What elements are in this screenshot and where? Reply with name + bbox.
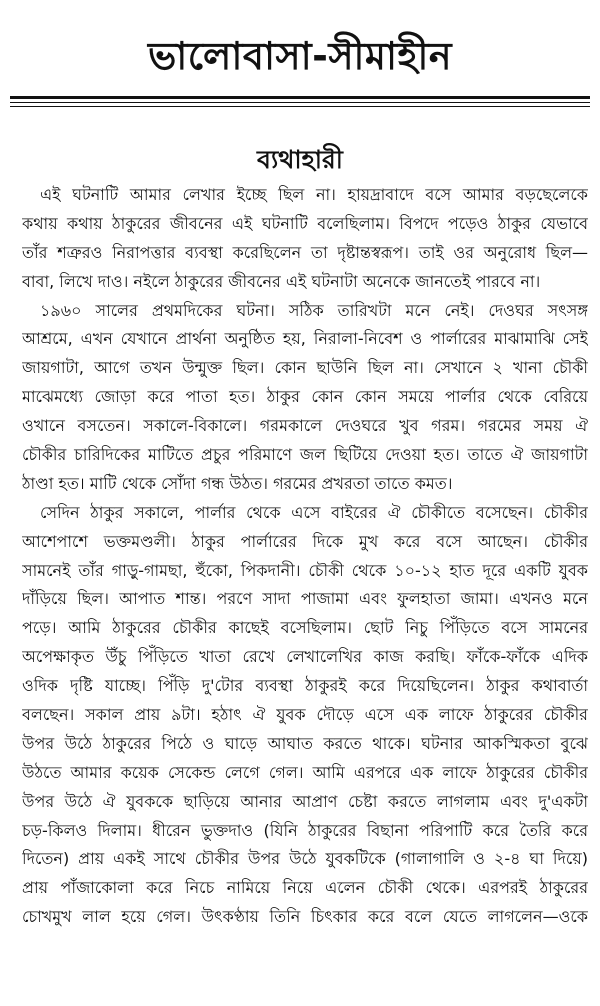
text-line: আশেপাশে ভক্তমণ্ডলী। ঠাকুর পার্লারের দিকে মুখ করে বসে আছেন। চৌকীর [22, 531, 588, 551]
text-line: ওদিক দৃষ্টি যাচ্ছে। পিঁড়ি দু'টোর ব্যবস্থা ঠাকুরই করে দিয়েছিলেন। ঠাকুর কথাবার্তা [22, 676, 588, 696]
text-line: দিতেন) প্রায় একই সাথে চৌকীর উপর উঠে যুবকটিকে (গালাগালি ও ২-৪ ঘা দিয়ে) [22, 849, 588, 869]
text-line: মাঝেমধ্যে জোড়া করে পাতা হত। ঠাকুর কোন কোন সময়ে পার্লার থেকে বেরিয়ে [22, 387, 588, 407]
text-line: ঠাণ্ডা হত। মাটি থেকে সোঁদা গন্ধ উঠত। গরমের প্রখরতা তাতে কমত। [22, 473, 453, 493]
body-text [22, 181, 588, 932]
text-line: পড়ে। আমি ঠাকুরের চৌকীর কাছেই বসেছিলাম। ছোট নিচু পিঁড়িতে বসে সামনের [22, 618, 588, 638]
text-line: উপর উঠে ঐ যুবককে ছাড়িয়ে আনার আপ্রাণ চেষ্টা করতে লাগলাম এবং দু'একটা [22, 791, 588, 811]
text-line: চোখমুখ লাল হয়ে গেল। উৎকণ্ঠায় তিনি চিৎকার করে বলে যেতে লাগলেন—ওকে [22, 907, 588, 927]
text-line: সামনেই তাঁর গাড়ু-গামছা, হুঁকো, পিকদানী। চৌকী থেকে ১০-১২ হাত দূরে একটি যুবক [22, 560, 588, 580]
text-line: ওখানে বসতেন। সকালে-বিকালে। গরমকালে দেওঘরে খুব গরম। গরমের সময় ঐ [22, 416, 588, 436]
text-line: তাঁর শত্রুরও নিরাপত্তার ব্যবস্থা করেছিলেন তা দৃষ্টান্তস্বরূপ। তাই ওর অনুরোধ ছিল— [22, 242, 588, 262]
text-line: উঠতে আমার কয়েক সেকেন্ড লেগে গেল। আমি এরপরে এক লাফে ঠাকুরের চৌকীর [22, 762, 588, 782]
header-rule-thick [10, 96, 590, 99]
text-line: কথায় কথায় ঠাকুরের জীবনের এই ঘটনাটি বলেছিলাম। বিপদে পড়েও ঠাকুর যেভাবে [22, 213, 588, 233]
text-line: সেদিন ঠাকুর সকালে, পার্লার থেকে এসে বাইরের ঐ চৌকীতে বসেছেন। চৌকীর [40, 502, 588, 522]
text-line: দাঁড়িয়ে ছিল। আপাত শান্ত। পরণে সাদা পাজামা এবং ফুলহাতা জামা। এখনও মনে [22, 589, 588, 609]
text-line: বাবা, লিখে দাও। নইলে ঠাকুরের জীবনের এই ঘটনাটা অনেকে জানতেই পারবে না। [22, 271, 541, 291]
running-title: ভালোবাসা-সীমাহীন [147, 34, 453, 78]
text-line: প্রায় পাঁজাকোলা করে নিচে নামিয়ে নিয়ে এলেন চৌকী থেকে। এরপরই ঠাকুরের [22, 878, 588, 898]
text-line: ১৯৬০ সালের প্রথমদিকের ঘটনা। সঠিক তারিখটা মনে নেই। দেওঘর সৎসঙ্গ [40, 300, 588, 320]
text-line: আশ্রমে, এখন যেখানে প্রার্থনা অনুষ্ঠিত হয়, নিরালা-নিবেশ ও পার্লারের মাঝামাঝি সেই [22, 329, 588, 349]
chapter-title: ব্যথাহারী [257, 145, 343, 174]
text-line: চৌকীর চারিদিকের মাটিতে প্রচুর পরিমাণে জল ছিটিয়ে দেওয়া হত। তাতে ঐ জায়গাটা [22, 445, 588, 465]
header-rule-thin [10, 102, 590, 103]
header-rule-thin [10, 106, 590, 107]
text-line: অপেক্ষাকৃত উঁচু পিঁড়িতে খাতা রেখে লেখালেখির কাজ করছি। ফাঁকে-ফাঁকে এদিক [22, 647, 588, 667]
text-line: চড়-কিলও দিলাম। ধীরেন ভুক্তদাও (যিনি ঠাকুরের বিছানা পরিপাটি করে তৈরি করে [22, 820, 588, 840]
text-line: জায়গাটা, আগে তখন উন্মুক্ত ছিল। কোন ছাউনি ছিল না। সেখানে ২ খানা চৌকী [22, 358, 588, 378]
text-line: এই ঘটনাটি আমার লেখার ইচ্ছে ছিল না। হায়দ্রাবাদে বসে আমার বড়ছেলেকে [40, 185, 588, 204]
text-line: উপর উঠে ঠাকুরের পিঠে ও ঘাড়ে আঘাত করতে থাকে। ঘটনার আকস্মিকতা বুঝে [22, 733, 588, 753]
text-line: বলছেন। সকাল প্রায় ৯টা। হঠাৎ ঐ যুবক দৌড়ে এসে এক লাফে ঠাকুরের চৌকীর [22, 705, 588, 725]
